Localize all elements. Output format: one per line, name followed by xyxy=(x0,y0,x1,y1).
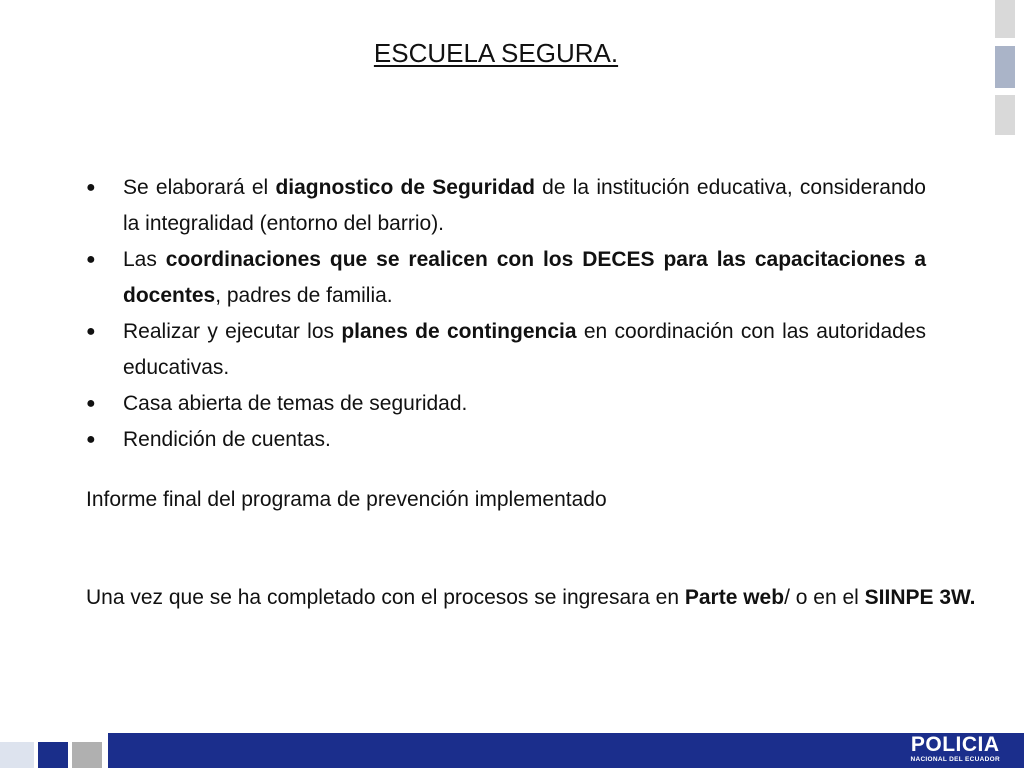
bullet-text: en coordinación con las autoridades educativas. xyxy=(123,320,926,379)
logo-sub-text: NACIONAL DEL ECUADOR xyxy=(910,756,1000,763)
footer-bar xyxy=(108,733,1024,768)
bullet-dot-icon: ● xyxy=(86,431,96,448)
bullet-text: Las xyxy=(123,248,166,271)
bullet-dot-icon: ● xyxy=(86,251,96,268)
policia-logo xyxy=(910,734,1000,764)
decor-square-middle xyxy=(995,46,1015,88)
paragraph-informe-final: Informe final del programa de prevención implementado xyxy=(86,488,607,511)
siinpe-label: SIINPE 3W. xyxy=(864,586,976,609)
bullet-text: Rendición de cuentas. xyxy=(123,428,331,451)
bullet-bold-text: diagnostico de Seguridad xyxy=(275,176,535,199)
bullet-text: Casa abierta de temas de seguridad. xyxy=(123,392,468,415)
footer-block-light xyxy=(0,742,34,768)
footer-block-gray xyxy=(72,742,102,768)
logo-main-text: POLICIA xyxy=(910,733,1000,756)
decor-square-bottom xyxy=(995,95,1015,135)
paragraph-text-2: / o en el xyxy=(784,586,865,609)
bullet-dot-icon: ● xyxy=(86,323,96,340)
bullet-text: , padres de familia. xyxy=(215,284,393,307)
decor-square-top xyxy=(995,0,1015,38)
bullet-dot-icon: ● xyxy=(86,179,96,196)
bullet-item xyxy=(80,170,926,242)
bullet-dot-icon: ● xyxy=(86,395,96,412)
bullet-list xyxy=(80,170,926,458)
bullet-text: Realizar y ejecutar los xyxy=(123,320,342,343)
bullet-item xyxy=(80,242,926,314)
paragraph-parte-web xyxy=(86,583,986,613)
paragraph-text-1: Una vez que se ha completado con el procesos se ingresara en xyxy=(86,586,685,609)
footer-block-blue xyxy=(38,742,68,768)
bullet-bold-text: planes de contingencia xyxy=(341,320,577,343)
parte-web-label: Parte web xyxy=(684,586,785,609)
bullet-bold-text: coordinaciones que se realicen con los DECES para las capacitaciones a docentes xyxy=(123,248,926,307)
slide-title: ESCUELA SEGURA. xyxy=(373,38,619,68)
bullet-item xyxy=(80,386,926,422)
bullet-item xyxy=(80,314,926,386)
bullet-text: Se elaborará el xyxy=(123,176,276,199)
bullet-item xyxy=(80,422,926,458)
bullet-text: de la institución educativa, considerando la integralidad (entorno del barrio). xyxy=(123,176,926,235)
